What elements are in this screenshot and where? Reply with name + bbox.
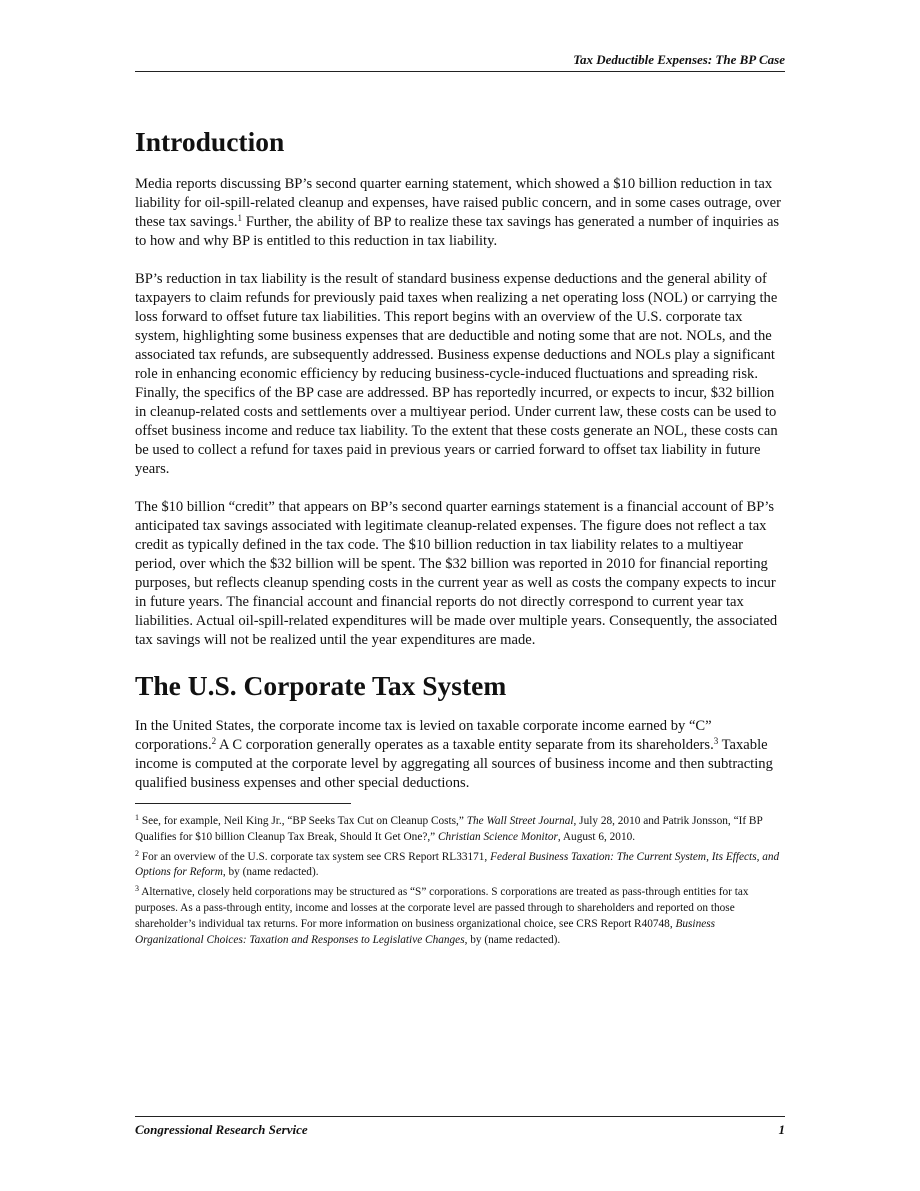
corporate-p1-text-c: Taxable income is computed at the corporate level by aggregating all sources of business income and then subtracting qualified business expenses and other special deductions. (135, 737, 773, 791)
footnote-3-text-1: Alternative, closely held corporations may be structured as “S” corporations. S corporations are treated as pass-through entities for tax purposes. As a pass-through entity, income and losses at the corporate level are passed through to shareholders and reported on those shareholder’s individual tax returns. For more information on business organizational choice, see CRS Report R40748, (135, 886, 749, 930)
footnote-ref-1[interactable]: 1 (237, 213, 243, 223)
intro-paragraph-2: BP’s reduction in tax liability is the result of standard business expense deductions and the general ability of taxpayers to claim refunds for previously paid taxes when realizing a net operating loss (NOL) or carrying the loss forward to offset future tax liabilities. This report begins with an overview of the U.S. corporate tax system, highlighting some business expenses that are deductible and noting some that are not. NOLs, and the associated tax refunds, are subsequently addressed. Business expense deductions and NOLs play a significant role in enhancing economic efficiency by reducing business-cycle-induced fluctuations and spreading risk. Finally, the specifics of the BP case are addressed. BP has reportedly incurred, or expects to incur, $32 billion in cleanup-related costs and settlements over a multiyear period. Under current law, these costs can be used to offset business income and reduce tax liability. To the extent that these costs generate an NOL, these costs can be used to collect a refund for taxes paid in previous years or carried forward to offset tax liability in future years. (135, 271, 778, 477)
intro-paragraph-3: The $10 billion “credit” that appears on BP’s second quarter earnings statement is a financial account of BP’s anticipated tax savings associated with legitimate cleanup-related expenses. The figure does not reflect a tax credit as typically defined in the tax code. The $10 billion reduction in tax liability relates to a multiyear period, over which the $32 billion will be spent. The $32 billion was reported in 2010 for financial reporting purposes, but reflects cleanup spending costs in the current year as well as costs the company expects to incur in future years. The financial account and financial reports do not directly correspond to current year tax liabilities. Actual oil-spill-related expenditures will be made over multiple years. Consequently, the associated tax savings will not be realized until the year expenditures are made. (135, 499, 778, 648)
footnote-1-source-2: Christian Science Monitor (438, 830, 558, 843)
footnote-3-report-title: Business Organizational Choices: Taxation and Responses to Legislative Changes (135, 917, 716, 946)
footnote-1-text-2: , July 28, 2010 and Patrik Jonsson, “If BP Qualifies for $10 billion Cleanup Tax Break, Should It Get One?,” (135, 815, 763, 843)
running-header (135, 50, 785, 72)
footnote-2-text-1: For an overview of the U.S. corporate tax system see CRS Report RL33171, (139, 850, 491, 863)
running-footer (135, 1116, 785, 1138)
footnote-3 (135, 885, 785, 948)
corporate-paragraph-1 (135, 717, 785, 793)
corporate-p1-text-b: A C corporation generally operates as a taxable entity separate from its shareholders. (216, 737, 714, 753)
footnote-ref-2[interactable]: 2 (211, 736, 217, 746)
footnote-1-text-3: , August 6, 2010. (557, 830, 636, 843)
footnote-1-text-1: See, for example, Neil King Jr., “BP Seeks Tax Cut on Cleanup Costs,” (139, 815, 467, 827)
footnote-ref-3[interactable]: 3 (713, 736, 719, 746)
footnote-1-source-1: The Wall Street Journal (466, 815, 574, 827)
corporate-tax-heading: The U.S. Corporate Tax System (135, 670, 507, 701)
page-number: 1 (778, 1122, 785, 1137)
footnote-1-number: 1 (135, 813, 139, 822)
intro-paragraph-1 (135, 175, 785, 251)
corporate-p1-text-a: In the United States, the corporate income tax is levied on taxable corporate income earned by “C” corporations. (135, 718, 712, 753)
footnote-3-number: 3 (135, 884, 139, 894)
footnote-1 (135, 814, 785, 846)
running-header-title: Tax Deductible Expenses: The BP Case (573, 52, 785, 67)
footnote-2 (135, 850, 785, 882)
footnote-2-report-title: Federal Business Taxation: The Current System, Its Effects, and Options for Reform (135, 850, 780, 879)
intro-p1-text-a: Media reports discussing BP’s second quarter earning statement, which showed a $10 billion reduction in tax liability for oil-spill-related cleanup and expenses, have raised public concern, and in some cases outrage, over these tax savings. (135, 176, 781, 230)
footnote-2-text-2: , by (name redacted). (222, 866, 319, 879)
page-content (135, 122, 785, 952)
footnote-divider (135, 803, 351, 804)
intro-p1-text-b: Further, the ability of BP to realize these tax savings has generated a number of inquiries as to how and why BP is entitled to this reduction in tax liability. (135, 214, 780, 249)
footer-organization: Congressional Research Service (135, 1122, 308, 1137)
footnote-3-text-2: , by (name redacted). (464, 933, 561, 946)
introduction-heading: Introduction (135, 126, 285, 157)
footnote-2-number: 2 (135, 848, 139, 858)
